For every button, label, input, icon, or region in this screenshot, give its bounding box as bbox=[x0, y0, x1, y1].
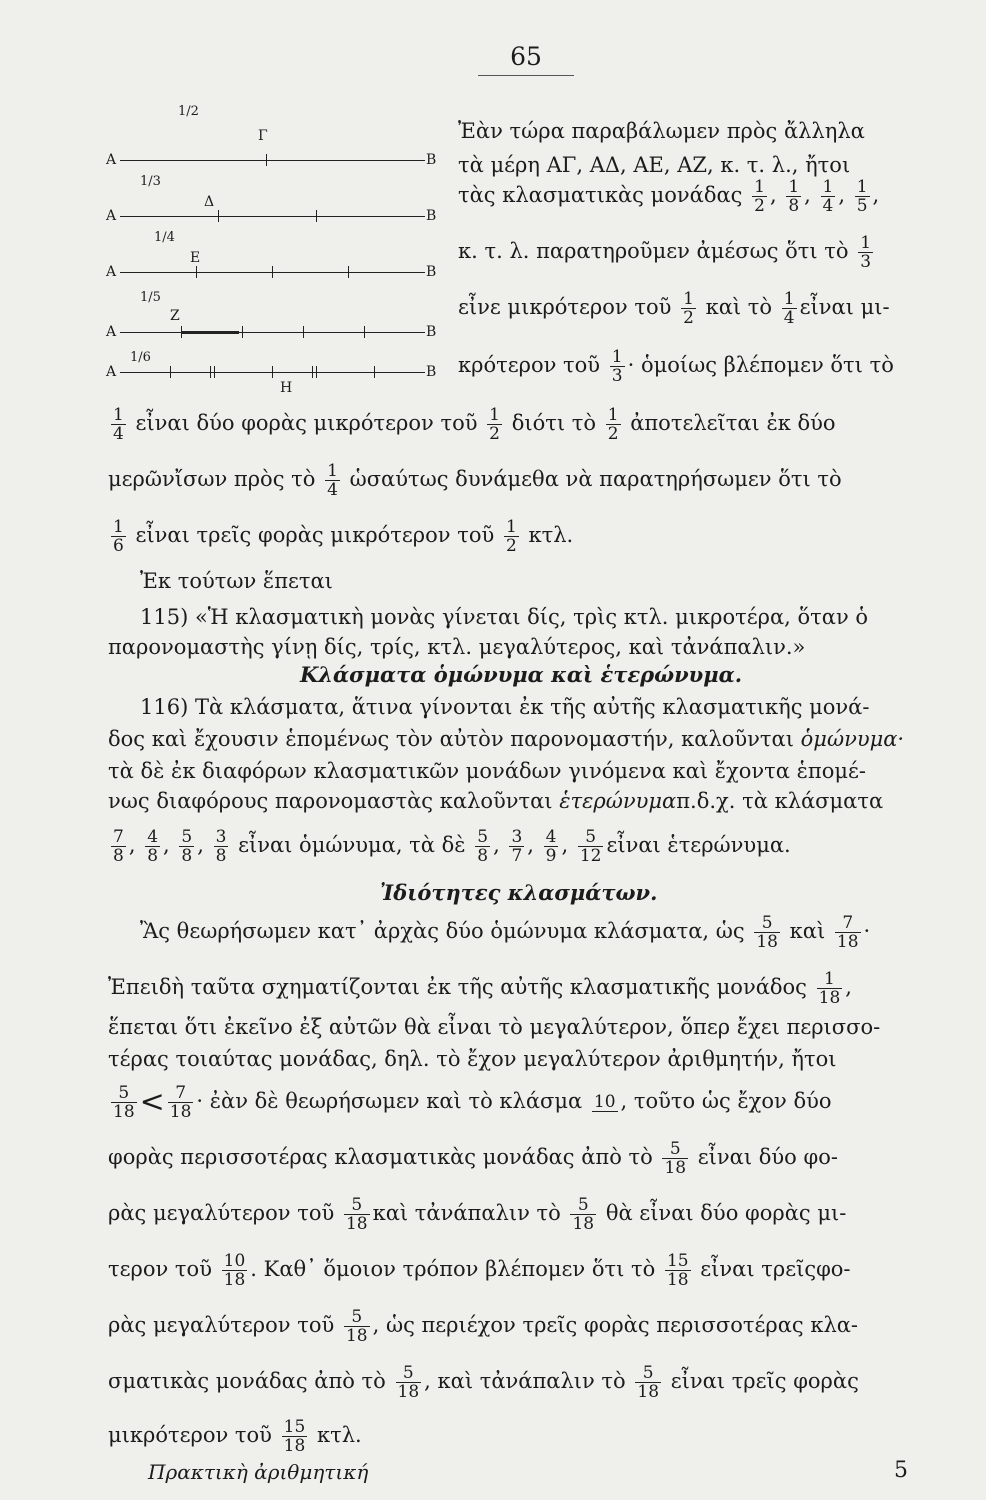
text-line: 115) «Ἡ κλασματικὴ μονὰς γίνεται δίς, τρὶς κτλ. μικροτέρα, ὅταν ὁ bbox=[140, 605, 869, 629]
footer-signature: 5 bbox=[894, 1458, 908, 1483]
text-line: $\frac{1}{6}$ εἶναι τρεῖς φορὰς μικρότερον τοῦ $\frac{1}{2}$ κτλ. bbox=[113, 517, 574, 556]
diagram-tick bbox=[374, 366, 375, 378]
text-line: $\frac{7}{8}$ , $\frac{4}{8}$ , $\frac{5}{8}$ , $\frac{3}{8}$ εἶναι ὁμώνυμα, τὰ δὲ $\frac{5}{8}$ , $\frac{3}{7}$ , $\frac{4}{9}$ , $\frac{5}{12}$ εἶναι ἑτερώνυμα. bbox=[113, 827, 791, 866]
fraction: $\frac{3}{7}$ bbox=[511, 827, 523, 866]
diagram-left-label: Α bbox=[106, 364, 117, 380]
diagram-right-label: Β bbox=[426, 364, 437, 380]
diagram-left-label: Α bbox=[106, 152, 117, 168]
diagram-left-label: Α bbox=[106, 264, 117, 280]
fraction: $\frac{10}{18}$ bbox=[223, 1251, 246, 1290]
text-line: ρὰς μεγαλύτερον τοῦ $\frac{5}{18}$ , ὡς περιέχον τρεῖς φορὰς περισσοτέρας κλα- bbox=[108, 1307, 859, 1346]
text-line: Ἐὰν τώρα παραβάλωμεν πρὸς ἄλληλα bbox=[458, 119, 865, 143]
text-line: νως διαφόρους παρονομαστὰς καλοῦνται ἑτερώνυμαπ.δ.χ. τὰ κλάσματα bbox=[108, 789, 884, 813]
section-heading: Ἰδιότητες κλασμάτων. bbox=[380, 880, 658, 905]
diagram-segment bbox=[120, 216, 425, 217]
section-heading: Κλάσματα ὁμώνυμα καὶ ἑτερώνυμα. bbox=[300, 662, 743, 687]
fraction: $\frac{7}{18}$ bbox=[169, 1083, 192, 1122]
diagram-fraction-label: 1/3 bbox=[140, 174, 161, 189]
fraction: $\frac{5}{18}$ bbox=[113, 1083, 135, 1122]
footer-title: Πρακτικὴ ἀριθμητική bbox=[148, 1460, 369, 1484]
diagram-right-label: Β bbox=[426, 208, 437, 224]
diagram-point-label: Δ bbox=[204, 194, 215, 210]
fraction: $\frac{5}{12}$ bbox=[579, 827, 602, 866]
fraction: $\frac{15}{18}$ bbox=[666, 1251, 689, 1290]
diagram-point-label: Η bbox=[280, 380, 293, 396]
text-line: δος καὶ ἔχουσιν ἑπομένως τὸν αὐτὸν παρονομαστήν, καλοῦνται ὁμώνυμα· bbox=[108, 727, 905, 751]
diagram-right-label: Β bbox=[426, 152, 437, 168]
text-line: τερον τοῦ $\frac{10}{18}$ . Καθ᾽ ὅμοιον τρόπον βλέπομεν ὅτι τὸ $\frac{15}{18}$ εἶναι τρεῖςφο- bbox=[108, 1251, 851, 1290]
fraction: $\frac{5}{18}$ bbox=[397, 1363, 420, 1402]
fraction: $\frac{4}{8}$ bbox=[147, 827, 159, 866]
diagram-point-label: Ζ bbox=[170, 308, 180, 324]
diagram-tick bbox=[303, 326, 304, 338]
text-line: ρὰς μεγαλύτερον τοῦ $\frac{5}{18}$ καὶ τἀνάπαλιν τὸ $\frac{5}{18}$ θὰ εἶναι δύο φορὰς μι- bbox=[108, 1195, 847, 1234]
fraction: $\frac{4}{9}$ bbox=[545, 827, 557, 866]
diagram-tick bbox=[272, 266, 273, 278]
text-line: ἕπεται ὅτι ἐκεῖνο ἐξ αὐτῶν θὰ εἶναι τὸ μεγαλύτερον, ὅπερ ἔχει περισσο- bbox=[108, 1015, 881, 1039]
diagram-fraction-label: 1/4 bbox=[154, 230, 175, 245]
diagram-tick bbox=[196, 266, 197, 278]
text-line: τὰς κλασματικὰς μονάδας $\frac{1}{2}$ , $\frac{1}{8}$ , $\frac{1}{4}$ , $\frac{1}{5}$ , bbox=[458, 177, 880, 216]
text-line: Ἐπειδὴ ταῦτα σχηματίζονται ἐκ τῆς αὐτῆς κλασματικῆς μονάδος $\frac{1}{18}$ , bbox=[108, 969, 852, 1008]
fraction: $\frac{3}{8}$ bbox=[215, 827, 227, 866]
text-line: κ. τ. λ. παρατηροῦμεν ἀμέσως ὅτι τὸ $\frac{1}{3}$ bbox=[458, 233, 872, 272]
text-line: μικρότερον τοῦ $\frac{15}{18}$ κτλ. bbox=[108, 1417, 362, 1456]
diagram-tick bbox=[242, 326, 243, 338]
text-line: $\frac{1}{4}$ εἶναι δύο φορὰς μικρότερον τοῦ $\frac{1}{2}$ διότι τὸ $\frac{1}{2}$ ἀποτελεῖται ἐκ δύο bbox=[113, 405, 836, 444]
fraction: $\frac{1}{2}$ bbox=[489, 405, 500, 444]
diagram-tick bbox=[214, 366, 215, 378]
fraction: $\frac{5}{18}$ bbox=[345, 1195, 368, 1234]
diagram-tick bbox=[218, 210, 219, 222]
diagram-highlight bbox=[181, 331, 239, 334]
fraction: $\frac{5}{18}$ bbox=[664, 1139, 687, 1178]
fraction: $\frac{5}{18}$ bbox=[637, 1363, 660, 1402]
diagram-right-label: Β bbox=[426, 264, 437, 280]
diagram-fraction-label: 1/5 bbox=[140, 290, 161, 305]
text-line: κρότερον τοῦ $\frac{1}{3}$ · ὁμοίως βλέπομεν ὅτι τὸ bbox=[458, 347, 894, 386]
diagram-tick bbox=[312, 366, 313, 378]
fraction: $\frac{5}{18}$ bbox=[572, 1195, 595, 1234]
fraction: $\frac{1}{2}$ bbox=[607, 405, 619, 444]
fraction: $\frac{1}{18}$ bbox=[818, 969, 841, 1008]
fraction: $\frac{7}{18}$ bbox=[836, 913, 859, 952]
fraction: $\frac{15}{18}$ bbox=[283, 1417, 306, 1456]
diagram-tick bbox=[272, 366, 273, 378]
diagram-segment bbox=[120, 160, 425, 161]
text-line: τὰ δὲ ἐκ διαφόρων κλασματικῶν μονάδων γινόμενα καὶ ἔχοντα ἑπομέ- bbox=[108, 759, 866, 783]
text-line: παρονομαστὴς γίνῃ δίς, τρίς, κτλ. μεγαλύτερος, καὶ τἀνάπαλιν.» bbox=[108, 635, 806, 659]
fraction: $\frac{7}{8}$ bbox=[113, 827, 124, 866]
diagram-tick bbox=[316, 366, 317, 378]
text-line: μερῶνἴσων πρὸς τὸ $\frac{1}{4}$ ὡσαύτως δυνάμεθα νὰ παρατηρήσωμεν ὅτι τὸ bbox=[108, 461, 842, 500]
page-number: 65 bbox=[510, 42, 542, 71]
diagram-fraction-label: 1/2 bbox=[178, 104, 199, 119]
diagram-right-label: Β bbox=[426, 324, 437, 340]
fraction: $\frac{5}{18}$ bbox=[756, 913, 778, 952]
text-line: Ἐκ τούτων ἕπεται bbox=[140, 569, 333, 593]
fraction: $\frac{1}{2}$ bbox=[683, 289, 694, 328]
diagram-tick bbox=[364, 326, 365, 338]
diagram-fraction-label: 1/6 bbox=[130, 350, 151, 365]
fraction: $\frac{5}{8}$ bbox=[477, 827, 489, 866]
text-line: εἶνε μικρότερον τοῦ $\frac{1}{2}$ καὶ τὸ $\frac{1}{4}$ εἶναι μι- bbox=[458, 289, 890, 328]
fraction: $\frac{1}{3}$ bbox=[860, 233, 872, 272]
fraction: $\frac{1}{2}$ bbox=[754, 177, 765, 216]
diagram-left-label: Α bbox=[106, 208, 117, 224]
diagram-point-label: Γ bbox=[258, 128, 268, 144]
diagram-left-label: Α bbox=[106, 324, 117, 340]
page-number-rule bbox=[478, 75, 574, 76]
fraction: $\frac{1}{4}$ bbox=[327, 461, 338, 500]
text-line: 116) Τὰ κλάσματα, ἅτινα γίνονται ἐκ τῆς αὐτῆς κλασματικῆς μονά- bbox=[140, 695, 870, 719]
diagram-tick bbox=[170, 366, 171, 378]
diagram-tick bbox=[316, 210, 317, 222]
text-line: τὰ μέρη ΑΓ, ΑΔ, ΑΕ, ΑΖ, κ. τ. λ., ἤτοι bbox=[458, 153, 851, 177]
text-line: φορὰς περισσοτέρας κλασματικὰς μονάδας ἀπὸ τὸ $\frac{5}{18}$ εἶναι δύο φο- bbox=[108, 1139, 838, 1178]
fraction: $\frac{1}{2}$ bbox=[505, 517, 517, 556]
text-line: σματικὰς μονάδας ἀπὸ τὸ $\frac{5}{18}$ , καὶ τἀνάπαλιν τὸ $\frac{5}{18}$ εἶναι τρεῖς φορὰς bbox=[108, 1363, 859, 1402]
diagram-tick bbox=[348, 266, 349, 278]
fraction: $\frac{1}{4}$ bbox=[783, 289, 795, 328]
text-line: $\frac{5}{18}$ < $\frac{7}{18}$ · ἐὰν δὲ θεωρήσωμεν καὶ τὸ κλάσμα 10 , τοῦτο ὡς ἔχον δύο bbox=[113, 1083, 832, 1122]
diagram-tick bbox=[266, 154, 267, 166]
text-line: Ἂς θεωρήσωμεν κατ᾽ ἀρχὰς δύο ὁμώνυμα κλάσματα, ὡς $\frac{5}{18}$ καὶ $\frac{7}{18}$ · bbox=[140, 913, 871, 952]
fraction: $\frac{1}{6}$ bbox=[113, 517, 124, 556]
fraction: $\frac{5}{8}$ bbox=[181, 827, 193, 866]
fraction: 10 bbox=[593, 1092, 616, 1112]
fraction: $\frac{1}{3}$ bbox=[611, 347, 623, 386]
fraction: $\frac{1}{4}$ bbox=[822, 177, 834, 216]
fraction: $\frac{1}{8}$ bbox=[788, 177, 800, 216]
diagram-tick bbox=[210, 366, 211, 378]
fraction: $\frac{1}{5}$ bbox=[856, 177, 868, 216]
fraction: $\frac{5}{18}$ bbox=[345, 1307, 368, 1346]
diagram-segment bbox=[120, 332, 425, 333]
segment-division-diagram bbox=[100, 100, 450, 400]
diagram-tick bbox=[181, 326, 182, 338]
diagram-point-label: Ε bbox=[190, 250, 201, 266]
text-line: τέρας τοιαύτας μονάδας, δηλ. τὸ ἔχον μεγαλύτερον ἀριθμητήν, ἤτοι bbox=[108, 1047, 837, 1071]
fraction: $\frac{1}{4}$ bbox=[113, 405, 124, 444]
